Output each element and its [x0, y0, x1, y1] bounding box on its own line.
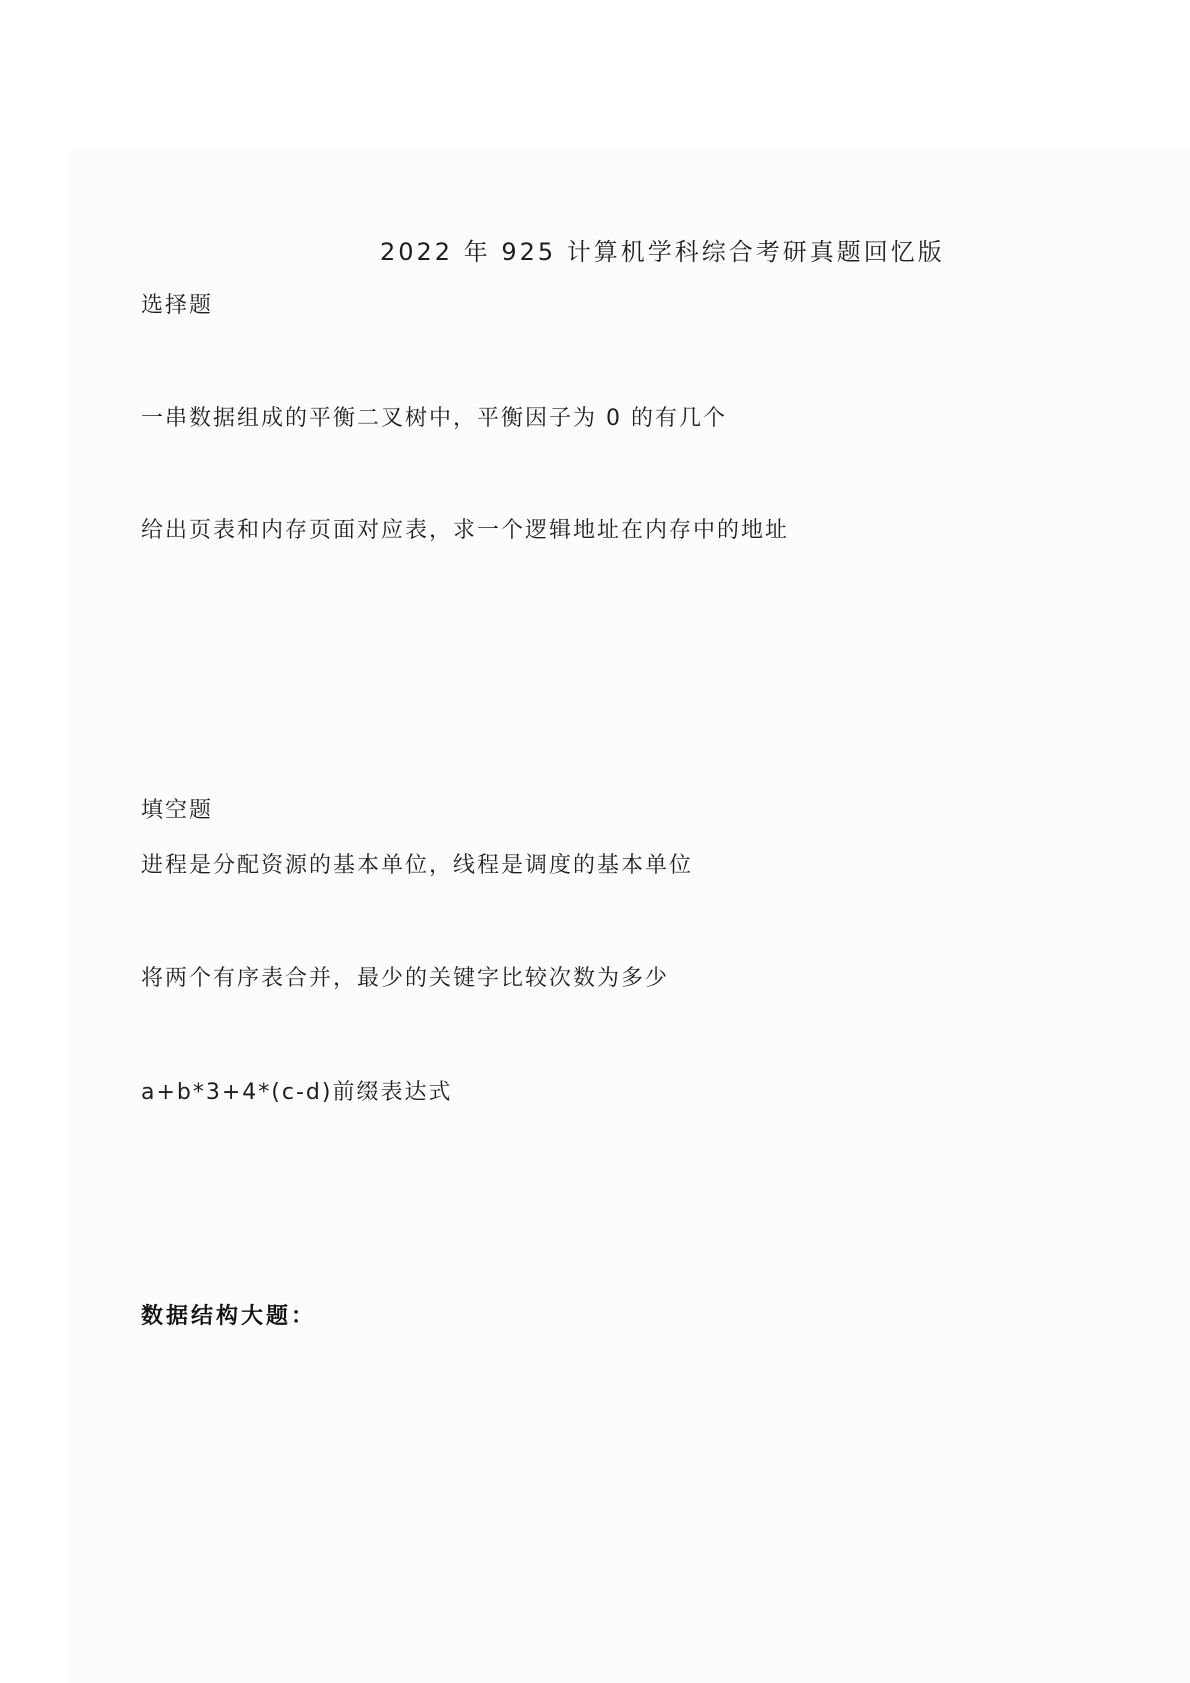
choice-question-2: 给出页表和内存页面对应表，求一个逻辑地址在内存中的地址 — [141, 518, 790, 543]
document-title: 2022 年 925 计算机学科综合考研真题回忆版 — [380, 238, 945, 266]
fill-blank-question-2: 将两个有序表合并，最少的关键字比较次数为多少 — [141, 966, 670, 991]
section-heading-choice: 选择题 — [141, 293, 214, 318]
section-heading-data-structures: 数据结构大题： — [141, 1304, 317, 1329]
choice-question-1: 一串数据组成的平衡二叉树中，平衡因子为 0 的有几个 — [141, 406, 727, 431]
section-heading-fill-blank: 填空题 — [141, 798, 214, 823]
scanned-paper — [70, 150, 1190, 1683]
fill-blank-question-1: 进程是分配资源的基本单位，线程是调度的基本单位 — [141, 853, 694, 878]
fill-blank-question-3: a+b*3+4*(c-d)前缀表达式 — [141, 1080, 453, 1105]
